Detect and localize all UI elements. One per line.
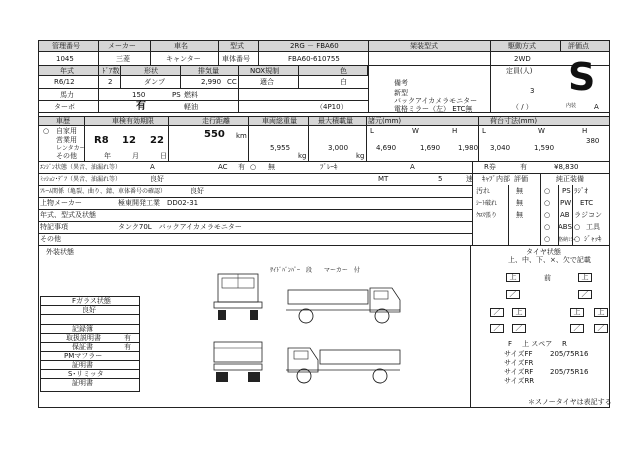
frame-grade: 良好	[190, 187, 204, 195]
chassis-no: FBA60-610755	[288, 55, 340, 63]
year-unit: 年	[104, 152, 111, 160]
capacity-label: 定員(人)	[506, 67, 533, 75]
ps-unit: PS	[172, 91, 181, 99]
mirror-circle: ○	[544, 235, 551, 243]
body-type-label: 架装型式	[410, 42, 438, 50]
mission-label: ﾐｯｼｮﾝ･ﾃﾞﾌ（異音、油漏れ等）	[40, 176, 122, 183]
r-yes: 有	[520, 163, 527, 171]
engine-model: （4P10）	[316, 103, 348, 111]
jack-circle: ○	[574, 235, 581, 243]
spare-label: 上 スペア	[522, 340, 553, 348]
mission-grade: 良好	[150, 175, 164, 183]
tire-mark-1: 上	[506, 273, 520, 282]
hp: 150	[132, 91, 146, 99]
maxload-label: 最大積載量	[318, 117, 353, 125]
vehicle-history-label: 車歴	[56, 117, 70, 125]
private-check: ○	[43, 127, 50, 135]
chassis-label: 車体番号	[222, 55, 250, 63]
other-label: その他	[56, 152, 77, 160]
dims-label: 諸元(mm)	[368, 117, 402, 125]
inspection-label: 車検有効期限	[112, 117, 154, 125]
abs-circle: ○	[544, 223, 551, 231]
cc-unit: CC	[227, 78, 237, 86]
car-name-label: 車名	[174, 42, 188, 50]
doors: 2	[108, 78, 113, 86]
car-name: キャンター	[166, 55, 201, 63]
private-label: 自家用	[56, 127, 77, 135]
record-label: 記録簿	[72, 325, 93, 333]
rr-label: サイズRR	[504, 377, 535, 385]
ac-no: 無	[268, 163, 275, 171]
dirt: 無	[516, 187, 523, 195]
mileage-label: 走行距離	[202, 117, 230, 125]
seat: 無	[516, 199, 523, 207]
doors-label: ﾄﾞｱ数	[102, 67, 120, 75]
business-label: 営業用	[56, 136, 77, 144]
turbo: 有	[136, 101, 146, 112]
r-amount: ¥8,830	[554, 163, 579, 171]
cert2-label: 証明書	[72, 379, 93, 387]
H-label: H	[452, 127, 458, 135]
tire-mark-9: ／	[490, 324, 504, 333]
tire-mark-7: 上	[570, 308, 584, 317]
model-value: 2RG － FBA60	[290, 42, 339, 50]
year: R6/12	[54, 78, 75, 86]
nox: 適合	[260, 78, 274, 86]
notes-label: 備考	[394, 79, 408, 87]
truck-rear-view	[210, 338, 266, 386]
color-label: 色	[340, 67, 347, 75]
engine-label: ｴﾝｼﾞﾝ状態（異音、油漏れ等）	[40, 164, 122, 171]
tire-mark-10: ／	[512, 324, 526, 333]
manual: 有	[124, 334, 131, 342]
snow-note: ＊スノータイヤは表記する	[528, 398, 612, 406]
tire-mark-2: ／	[506, 290, 520, 299]
truck-front-view	[210, 272, 266, 322]
color: 白	[340, 78, 347, 86]
W-label: W	[412, 127, 419, 135]
ff-size: 205/75R16	[550, 350, 589, 358]
ac-circle: ○	[250, 163, 257, 171]
brake-label: ﾌﾞﾚｰｷ	[320, 163, 338, 171]
bed-dims-label: 荷台寸法(mm)	[490, 117, 538, 125]
nox-label: NOX規制	[250, 67, 280, 75]
drive: 2WD	[514, 55, 531, 63]
grade-value: S	[568, 55, 596, 99]
rental-label: レンタカー	[56, 145, 86, 152]
fuel-label: 燃料	[184, 91, 198, 99]
bed-H-value: 380	[586, 137, 600, 145]
f-label: F	[508, 340, 513, 348]
grade-label: 評価点	[568, 42, 589, 50]
km-unit: km	[236, 132, 247, 140]
muffler-label: PMマフラー	[64, 352, 103, 360]
opt-jack: ｼﾞｬｯｷ	[584, 235, 602, 243]
opt-ab: AB	[560, 211, 570, 219]
tire-title: タイヤ状態	[526, 248, 561, 256]
front-label: 前	[544, 274, 551, 282]
special-label: 特記事項	[40, 223, 68, 231]
insp-era: R8	[94, 135, 109, 146]
opt-radicon: ラジコン	[574, 211, 602, 219]
displacement: 2,990	[201, 78, 222, 86]
mgmt-no: 1045	[56, 55, 74, 63]
tire-mark-12: ／	[594, 324, 608, 333]
opt-tool: 工具	[586, 223, 600, 231]
opt-abs: ABS	[558, 223, 572, 231]
truck-side-view-right	[282, 280, 406, 326]
kg-unit-1: kg	[298, 152, 307, 160]
auction-sheet	[38, 40, 610, 408]
body-maker: 極東開発工業 DD02-31	[118, 199, 199, 207]
other-notes-label: その他	[40, 235, 61, 243]
manual-label: 取扱説明書	[66, 334, 101, 342]
bed-W-value: 1,590	[534, 144, 555, 152]
H-value: 1,980	[458, 144, 479, 152]
mgmt-no-label: 管理番号	[52, 42, 80, 50]
rf-size: 205/75R16	[550, 368, 589, 376]
seat-label: ｼｰﾄ破れ	[476, 200, 498, 207]
drive-label: 駆動方式	[508, 42, 536, 50]
frame-label: ﾌﾚｰﾑ関係（亀裂、曲り、錆、車体番号の確認）	[40, 188, 167, 195]
shape-label: 形状	[144, 67, 158, 75]
tire-mark-6: 上	[512, 308, 526, 317]
pw-circle: ○	[544, 199, 551, 207]
ps-circle: ○	[544, 187, 551, 195]
glass-label: Fガラス状態	[72, 297, 111, 305]
tire-mark-5: ／	[490, 308, 504, 317]
gvw: 5,955	[270, 144, 291, 152]
displacement-label: 排気量	[198, 67, 219, 75]
bed-H-label: H	[582, 127, 588, 135]
cloth: 無	[516, 211, 523, 219]
brake-grade: A	[410, 163, 415, 171]
tire-mark-11: ／	[570, 324, 584, 333]
insp-month: 12	[122, 135, 136, 146]
capacity: 3	[530, 87, 535, 95]
interior-value: A	[594, 103, 599, 111]
opt-mirror: 格納ﾐﾗｰ	[558, 237, 576, 243]
tire-mark-8: 上	[594, 308, 608, 317]
speed-unit: 速	[466, 175, 473, 183]
warranty-label: 保証書	[72, 343, 93, 351]
rf-label: サイズRF	[504, 368, 534, 376]
maxload: 3,000	[328, 144, 349, 152]
cab-eval: 評価	[514, 175, 528, 183]
mileage: 550	[204, 129, 225, 140]
opt-etc: ETC	[580, 199, 594, 207]
body-maker-label: 上物メーカー	[40, 199, 82, 207]
W-value: 1,690	[420, 144, 441, 152]
exterior-label: 外装状態	[46, 248, 74, 256]
special: タンク70L バックアイカメラモニター	[118, 223, 242, 231]
month-unit: 月	[132, 152, 139, 160]
ac-label: AC	[218, 163, 228, 171]
cab-label: ｷｬﾌﾞ内部	[482, 175, 510, 183]
note-1: 新型	[394, 89, 408, 97]
insp-day: 22	[150, 135, 164, 146]
tool-circle: ○	[574, 223, 581, 231]
note-3: 電格ミラー（左） ETC無	[394, 105, 473, 113]
bed-L-label: L	[482, 127, 486, 135]
ac-yes: 有	[238, 163, 245, 171]
interior-label: 内装	[566, 103, 577, 109]
opt-radio: ﾗｼﾞｵ	[574, 187, 588, 195]
slash: （ / ）	[512, 103, 533, 111]
L-label: L	[370, 127, 374, 135]
kg-unit-2: kg	[356, 152, 365, 160]
diagram-caption: ｻｲﾄﾞﾊﾞﾝﾊﾟｰ 段 マーカー 付	[270, 267, 360, 274]
tire-mark-4: ／	[578, 290, 592, 299]
ff-label: サイズFF	[504, 350, 533, 358]
year-type-label: 年式、型式及状態	[40, 211, 96, 219]
opt-pw: PW	[560, 199, 572, 207]
year-label: 年式	[60, 67, 74, 75]
speeds: 5	[438, 175, 443, 183]
tire-mark-3: 上	[578, 273, 592, 282]
model-label: 型式	[230, 42, 244, 50]
r-label: R券	[484, 163, 496, 171]
limiter-label: S･リミッタ	[68, 370, 104, 378]
option-label: 純正装備	[556, 175, 584, 183]
note-2: バックアイカメラモニター	[394, 97, 478, 105]
cert1-label: 証明書	[72, 361, 93, 369]
day-unit: 日	[160, 152, 167, 160]
dirt-label: 汚れ	[476, 187, 490, 195]
cloth-label: ｸﾛｽ張り	[476, 212, 498, 219]
bed-L-value: 3,040	[490, 144, 511, 152]
tire-subtitle: 上、中、下、×、欠で記載	[508, 256, 591, 264]
L-value: 4,690	[376, 144, 397, 152]
fuel: 軽油	[184, 103, 198, 111]
gvw-label: 車両総重量	[262, 117, 297, 125]
opt-ps: PS	[562, 187, 571, 195]
fr-label: サイズFR	[504, 359, 534, 367]
hp-label: 馬力	[60, 91, 74, 99]
warranty: 有	[124, 343, 131, 351]
maker-label: メーカー	[108, 42, 136, 50]
r-tire-label: R	[562, 340, 567, 348]
bed-W-label: W	[538, 127, 545, 135]
truck-side-view-left	[282, 340, 406, 386]
mt-label: MT	[378, 175, 389, 183]
engine-grade: A	[150, 163, 155, 171]
ab-circle: ○	[544, 211, 551, 219]
maker: 三菱	[116, 55, 130, 63]
shape: ダンプ	[144, 78, 166, 86]
turbo-label: ターボ	[54, 103, 75, 111]
glass: 良好	[82, 306, 96, 314]
